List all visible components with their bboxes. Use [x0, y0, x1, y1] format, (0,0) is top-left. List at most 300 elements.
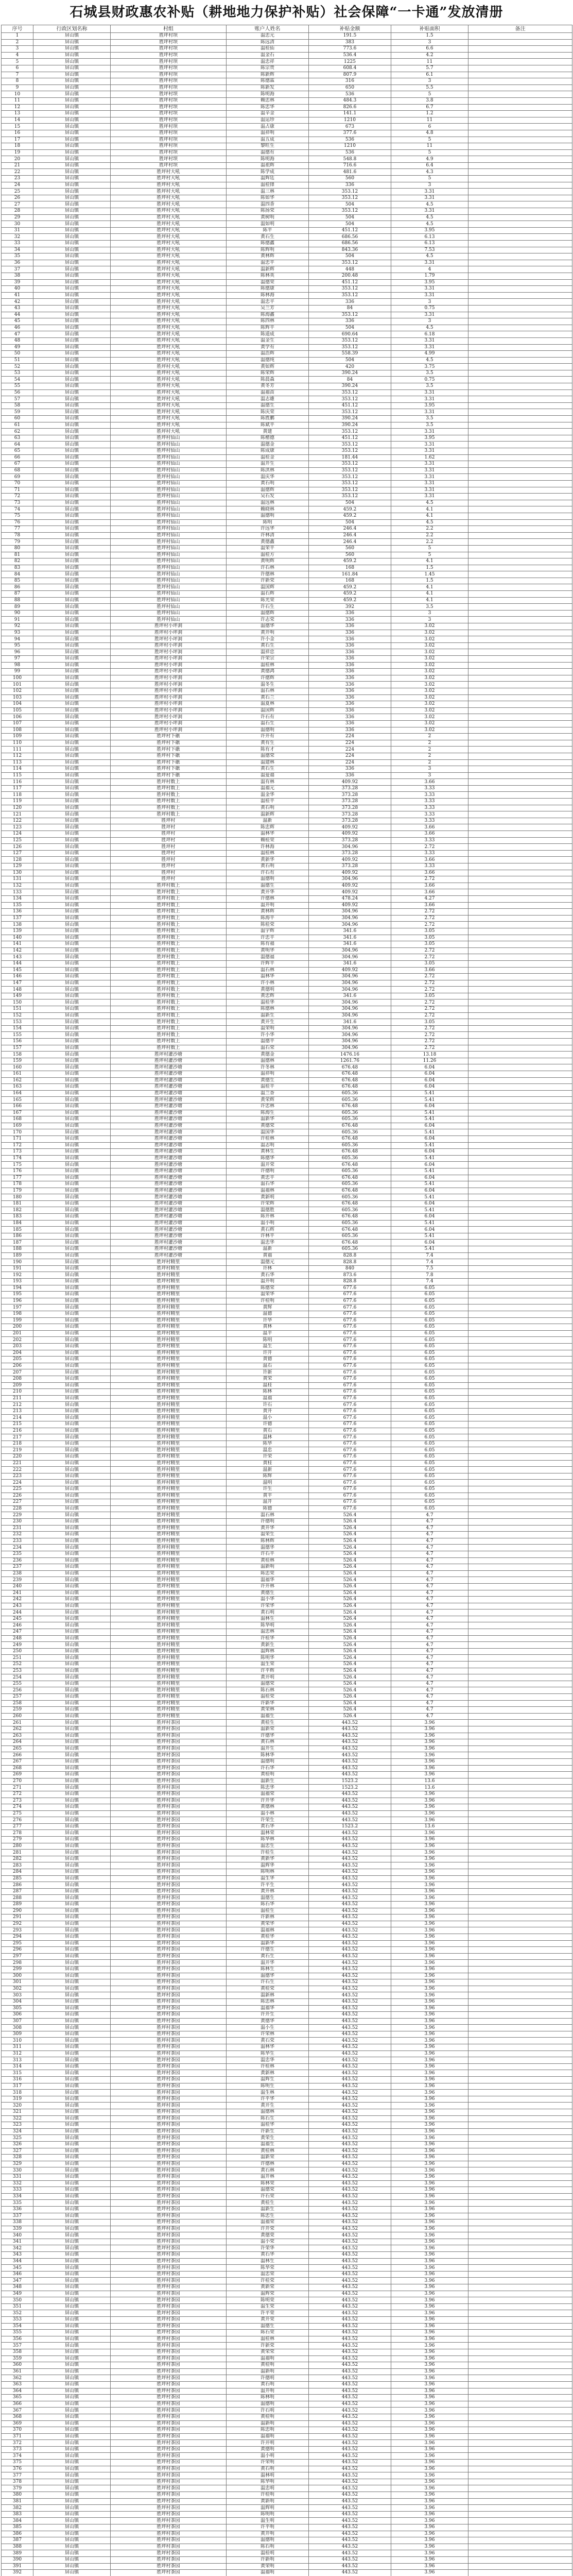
row-index: 327	[2, 2148, 33, 2155]
table-row	[2, 377, 572, 383]
row-village: 胜坪村大吼	[111, 221, 227, 228]
row-amount: 443.52	[309, 2265, 391, 2272]
row-district: 屏山镇	[33, 1175, 111, 1181]
row-area: 4.7	[391, 1545, 468, 1551]
row-index: 282	[2, 1856, 33, 1862]
row-account-name: 黄德金	[227, 1052, 309, 1058]
row-remarks	[468, 1194, 572, 1201]
table-row	[2, 1298, 572, 1304]
table-row	[2, 409, 572, 416]
row-amount: 168	[309, 578, 391, 584]
row-remarks	[468, 922, 572, 928]
row-remarks	[468, 1545, 572, 1551]
row-amount: 392	[309, 604, 391, 611]
row-village: 胜坪村坝	[111, 39, 227, 46]
row-area: 3.96	[391, 1960, 468, 1967]
row-account-name: 温小明	[227, 2453, 309, 2460]
table-row	[2, 2193, 572, 2200]
table-row	[2, 552, 572, 558]
row-village: 胜坪村茶园	[111, 1752, 227, 1759]
row-amount: 676.48	[309, 1071, 391, 1078]
row-index: 146	[2, 974, 33, 980]
row-area: 3.96	[391, 2148, 468, 2155]
row-remarks	[468, 1765, 572, 1772]
row-index: 39	[2, 279, 33, 286]
row-account-name: 陈忠华	[227, 1785, 309, 1791]
row-remarks	[468, 1317, 572, 1324]
table-row	[2, 1616, 572, 1622]
row-account-name: 许荣宗	[227, 656, 309, 663]
row-index: 390	[2, 2556, 33, 2563]
row-village: 胜坪村精里	[111, 1395, 227, 1402]
row-amount: 677.6	[309, 1343, 391, 1350]
row-village: 胜坪村大吼	[111, 208, 227, 215]
row-remarks	[468, 2531, 572, 2537]
table-row	[2, 2323, 572, 2330]
row-remarks	[468, 1025, 572, 1032]
table-row	[2, 727, 572, 734]
row-account-name: 陈明	[227, 1337, 309, 1344]
row-index: 168	[2, 1116, 33, 1123]
table-row	[2, 104, 572, 111]
row-district: 屏山镇	[33, 954, 111, 961]
table-row	[2, 922, 572, 928]
row-index: 290	[2, 1908, 33, 1914]
table-row	[2, 214, 572, 221]
row-amount: 526.4	[309, 1662, 391, 1668]
table-row	[2, 519, 572, 526]
row-district: 屏山镇	[33, 734, 111, 740]
row-village: 胜坪村数上	[111, 895, 227, 902]
row-index: 213	[2, 1408, 33, 1415]
table-row	[2, 1966, 572, 1973]
row-remarks	[468, 1557, 572, 1564]
row-index: 305	[2, 2005, 33, 2012]
table-row	[2, 734, 572, 740]
row-index: 157	[2, 1045, 33, 1052]
table-row	[2, 1947, 572, 1954]
row-district: 屏山镇	[33, 1311, 111, 1317]
row-district: 屏山镇	[33, 2518, 111, 2524]
row-area: 3.02	[391, 707, 468, 714]
row-index: 139	[2, 928, 33, 935]
row-account-name: 赖忠林	[227, 97, 309, 104]
row-account-name: 温福生	[227, 2141, 309, 2148]
row-account-name: 黄石生	[227, 234, 309, 241]
row-area: 6.05	[391, 1505, 468, 1512]
table-row	[2, 1538, 572, 1545]
row-area: 6.05	[391, 1363, 468, 1369]
table-row	[2, 889, 572, 896]
row-district: 屏山镇	[33, 1551, 111, 1557]
row-district: 屏山镇	[33, 2284, 111, 2291]
row-area: 3.95	[391, 227, 468, 234]
table-row	[2, 656, 572, 663]
row-account-name: 陈德林	[227, 1006, 309, 1013]
row-amount: 336	[309, 694, 391, 701]
row-village: 胜坪村数上	[111, 935, 227, 941]
row-district: 屏山镇	[33, 2155, 111, 2161]
row-account-name: 陈桂荣	[227, 922, 309, 928]
row-amount: 526.4	[309, 1518, 391, 1525]
row-amount: 443.52	[309, 2343, 391, 2349]
table-row	[2, 1837, 572, 1843]
table-row	[2, 837, 572, 844]
row-remarks	[468, 2362, 572, 2369]
row-remarks	[468, 1103, 572, 1110]
row-remarks	[468, 377, 572, 383]
row-village: 胜坪村大吼	[111, 364, 227, 370]
row-account-name: 许石生	[227, 604, 309, 611]
row-area: 3	[391, 610, 468, 617]
row-remarks	[468, 2005, 572, 2012]
row-remarks	[468, 1279, 572, 1285]
row-index: 151	[2, 1006, 33, 1013]
row-remarks	[468, 1597, 572, 1603]
row-district: 屏山镇	[33, 72, 111, 78]
row-account-name: 温忠平	[227, 299, 309, 306]
row-village: 胜坪村茶园	[111, 2440, 227, 2447]
row-remarks	[468, 999, 572, 1006]
row-village: 胜坪村数上	[111, 960, 227, 967]
table-row	[2, 1200, 572, 1207]
row-district: 屏山镇	[33, 759, 111, 766]
row-amount: 443.52	[309, 1875, 391, 1882]
row-district: 屏山镇	[33, 1850, 111, 1856]
row-area: 2.72	[391, 876, 468, 883]
row-account-name: 黄开华	[227, 889, 309, 896]
row-account-name: 温德明	[227, 2401, 309, 2408]
row-amount: 409.92	[309, 779, 391, 786]
table-row	[2, 111, 572, 117]
header-village: 村组	[111, 25, 227, 33]
row-area: 6.05	[391, 1292, 468, 1298]
row-village: 胜坪村小坪洞	[111, 701, 227, 708]
table-row	[2, 1940, 572, 1947]
row-area: 2.72	[391, 909, 468, 916]
row-amount: 377.6	[309, 130, 391, 137]
table-row	[2, 1363, 572, 1369]
row-remarks	[468, 1720, 572, 1726]
row-amount: 676.48	[309, 1064, 391, 1071]
row-index: 324	[2, 2128, 33, 2135]
row-account-name: 温开	[227, 1499, 309, 1506]
row-district: 屏山镇	[33, 1895, 111, 1902]
row-amount: 443.52	[309, 2440, 391, 2447]
row-village: 胜坪村坝	[111, 84, 227, 91]
row-amount: 443.52	[309, 2239, 391, 2245]
table-row	[2, 1194, 572, 1201]
row-district: 屏山镇	[33, 1570, 111, 1577]
row-district: 屏山镇	[33, 2115, 111, 2122]
row-remarks	[468, 506, 572, 513]
row-area: 4.7	[391, 1700, 468, 1707]
row-village: 胜坪村精里	[111, 1317, 227, 1324]
row-village: 胜坪村	[111, 818, 227, 824]
row-account-name: 温德生	[227, 402, 309, 409]
table-row	[2, 513, 572, 519]
row-area: 3.96	[391, 2544, 468, 2550]
table-row	[2, 1850, 572, 1856]
row-index: 71	[2, 487, 33, 494]
row-area: 3.66	[391, 889, 468, 896]
row-district: 屏山镇	[33, 448, 111, 455]
row-area: 5	[391, 137, 468, 143]
row-area: 6.05	[391, 1304, 468, 1311]
row-amount: 373.28	[309, 818, 391, 824]
row-remarks	[468, 1012, 572, 1019]
row-index: 367	[2, 2408, 33, 2414]
row-district: 屏山镇	[33, 623, 111, 630]
table-row	[2, 2063, 572, 2070]
row-account-name: 温德辉	[227, 487, 309, 494]
row-account-name: 黄林	[227, 1324, 309, 1331]
row-index: 314	[2, 2063, 33, 2070]
row-amount: 409.92	[309, 883, 391, 889]
row-index: 38	[2, 273, 33, 279]
row-index: 274	[2, 1804, 33, 1811]
row-amount: 443.52	[309, 2349, 391, 2355]
row-remarks	[468, 1830, 572, 1837]
table-row	[2, 1927, 572, 1934]
row-area: 3.96	[391, 1966, 468, 1973]
row-area: 3.05	[391, 1019, 468, 1026]
table-row	[2, 1583, 572, 1590]
table-row	[2, 2057, 572, 2064]
table-row	[2, 642, 572, 649]
row-account-name: 陈四林	[227, 318, 309, 325]
row-account-name: 温德华	[227, 1545, 309, 1551]
row-account-name: 温林生	[227, 1616, 309, 1622]
row-account-name: 温德明	[227, 513, 309, 519]
row-account-name: 温福荣	[227, 2219, 309, 2226]
row-remarks	[468, 2063, 572, 2070]
row-amount: 677.6	[309, 1454, 391, 1461]
row-amount: 677.6	[309, 1369, 391, 1376]
row-village: 胜坪村仙山	[111, 448, 227, 455]
row-remarks	[468, 2161, 572, 2167]
table-row	[2, 247, 572, 253]
row-index: 255	[2, 1681, 33, 1687]
row-index: 93	[2, 630, 33, 636]
row-amount: 383	[309, 39, 391, 46]
row-index: 191	[2, 1265, 33, 1272]
row-account-name: 许新林	[227, 1914, 309, 1921]
row-index: 220	[2, 1454, 33, 1461]
table-row	[2, 1648, 572, 1655]
row-amount: 443.52	[309, 2427, 391, 2434]
row-district: 屏山镇	[33, 312, 111, 318]
row-village: 胜坪村灌沙塘	[111, 1103, 227, 1110]
row-remarks	[468, 1505, 572, 1512]
row-account-name: 温桂林	[227, 2336, 309, 2343]
row-account-name: 陈胜鹏	[227, 416, 309, 422]
row-district: 屏山镇	[33, 2265, 111, 2272]
row-village: 胜坪村精里	[111, 1687, 227, 1694]
row-district: 屏山镇	[33, 1324, 111, 1331]
row-village: 胜坪村大吼	[111, 396, 227, 403]
row-index: 75	[2, 513, 33, 519]
table-row	[2, 1564, 572, 1571]
row-area: 3.96	[391, 2141, 468, 2148]
row-index: 35	[2, 253, 33, 260]
row-account-name: 陈林辉	[227, 1538, 309, 1545]
row-area: 4.3	[391, 169, 468, 176]
row-amount: 504	[309, 214, 391, 221]
row-amount: 443.52	[309, 2245, 391, 2252]
row-village: 胜坪村下礁	[111, 734, 227, 740]
table-row	[2, 1395, 572, 1402]
row-area: 3.66	[391, 870, 468, 876]
row-amount: 459.2	[309, 513, 391, 519]
row-account-name: 黄开明	[227, 1674, 309, 1681]
row-account-name: 许开荣	[227, 2226, 309, 2232]
row-amount: 443.52	[309, 2012, 391, 2019]
row-area: 3.02	[391, 714, 468, 721]
row-district: 屏山镇	[33, 1518, 111, 1525]
row-amount: 443.52	[309, 2395, 391, 2401]
row-account-name: 许平荣	[227, 2310, 309, 2317]
row-amount: 677.6	[309, 1460, 391, 1467]
row-remarks	[468, 494, 572, 500]
row-district: 屏山镇	[33, 1707, 111, 1714]
row-village: 胜坪村茶园	[111, 1882, 227, 1889]
row-district: 屏山镇	[33, 2050, 111, 2057]
row-account-name: 温林华	[227, 974, 309, 980]
row-village: 胜坪村数上	[111, 999, 227, 1006]
row-index: 325	[2, 2135, 33, 2142]
row-index: 77	[2, 526, 33, 533]
row-area: 3.96	[391, 1875, 468, 1882]
row-area: 3	[391, 39, 468, 46]
row-district: 屏山镇	[33, 2083, 111, 2090]
row-amount: 443.52	[309, 1856, 391, 1862]
row-village: 胜坪村仙山	[111, 494, 227, 500]
row-area: 3.96	[391, 2375, 468, 2382]
table-row	[2, 1421, 572, 1428]
row-district: 屏山镇	[33, 1434, 111, 1441]
row-area: 3.96	[391, 2336, 468, 2343]
row-account-name: 黄德荣	[227, 1123, 309, 1129]
row-area: 4.7	[391, 1648, 468, 1655]
row-remarks	[468, 1077, 572, 1084]
row-remarks	[468, 727, 572, 734]
table-row	[2, 1181, 572, 1188]
row-district: 屏山镇	[33, 46, 111, 53]
row-remarks	[468, 1934, 572, 1940]
table-row	[2, 623, 572, 630]
row-remarks	[468, 1668, 572, 1674]
row-account-name: 陈德荣	[227, 1285, 309, 1292]
row-index: 381	[2, 2498, 33, 2505]
table-row	[2, 1116, 572, 1123]
table-row	[2, 396, 572, 403]
row-district: 屏山镇	[33, 799, 111, 805]
row-amount: 504	[309, 201, 391, 208]
row-amount: 353.12	[309, 286, 391, 293]
row-district: 屏山镇	[33, 1162, 111, 1168]
row-district: 屏山镇	[33, 1856, 111, 1862]
row-area: 5.41	[391, 1155, 468, 1162]
row-index: 120	[2, 805, 33, 811]
table-row	[2, 902, 572, 909]
row-area: 3.96	[391, 1843, 468, 1850]
row-remarks	[468, 33, 572, 40]
row-account-name: 温祥明	[227, 130, 309, 137]
table-row	[2, 1895, 572, 1902]
table-row	[2, 597, 572, 604]
row-village: 胜坪村茶园	[111, 2375, 227, 2382]
row-area: 3.96	[391, 2187, 468, 2194]
row-index: 190	[2, 1259, 33, 1266]
row-remarks	[468, 870, 572, 876]
row-remarks	[468, 221, 572, 228]
row-account-name: 温忠平	[227, 260, 309, 266]
row-district: 屏山镇	[33, 571, 111, 578]
table-row	[2, 1745, 572, 1752]
row-amount: 673	[309, 124, 391, 130]
row-district: 屏山镇	[33, 305, 111, 312]
row-remarks	[468, 967, 572, 974]
row-district: 屏山镇	[33, 2388, 111, 2395]
row-district: 屏山镇	[33, 2070, 111, 2077]
row-amount: 336	[309, 656, 391, 663]
row-village: 胜坪村仙山	[111, 597, 227, 604]
row-amount: 304.96	[309, 844, 391, 851]
row-account-name: 温德胜	[227, 1207, 309, 1214]
row-village: 胜坪村灌沙塘	[111, 1207, 227, 1214]
row-amount: 336	[309, 675, 391, 682]
row-index: 159	[2, 1058, 33, 1064]
table-row	[2, 2446, 572, 2453]
table-row	[2, 2414, 572, 2420]
row-amount: 677.6	[309, 1311, 391, 1317]
table-row	[2, 1317, 572, 1324]
row-remarks	[468, 1681, 572, 1687]
row-area: 3.96	[391, 2109, 468, 2116]
row-account-name: 温国辉	[227, 584, 309, 591]
table-row	[2, 1357, 572, 1363]
row-area: 7.8	[391, 1272, 468, 1279]
row-index: 162	[2, 1077, 33, 1084]
row-remarks	[468, 241, 572, 247]
row-area: 3.96	[391, 2090, 468, 2096]
row-amount: 443.52	[309, 2278, 391, 2284]
row-amount: 677.6	[309, 1486, 391, 1493]
row-village: 胜坪村精里	[111, 1324, 227, 1331]
row-district: 屏山镇	[33, 1940, 111, 1947]
row-remarks	[468, 292, 572, 299]
row-account-name: 黄林生	[227, 1149, 309, 1156]
row-area: 3.33	[391, 792, 468, 799]
row-district: 屏山镇	[33, 189, 111, 195]
row-amount: 224	[309, 747, 391, 753]
row-account-name: 温明	[227, 1480, 309, 1486]
row-district: 屏山镇	[33, 331, 111, 338]
row-village: 胜坪村精里	[111, 1713, 227, 1720]
row-district: 屏山镇	[33, 2446, 111, 2453]
row-account-name: 温桂方	[227, 552, 309, 558]
row-remarks	[468, 2226, 572, 2232]
row-area: 3.96	[391, 2362, 468, 2369]
row-area: 5.41	[391, 1207, 468, 1214]
row-account-name: 温福生	[227, 1713, 309, 1720]
row-area: 6.04	[391, 1175, 468, 1181]
row-amount: 336	[309, 662, 391, 669]
table-row	[2, 2570, 572, 2576]
row-area: 6.05	[391, 1285, 468, 1292]
row-area: 6.05	[391, 1408, 468, 1415]
